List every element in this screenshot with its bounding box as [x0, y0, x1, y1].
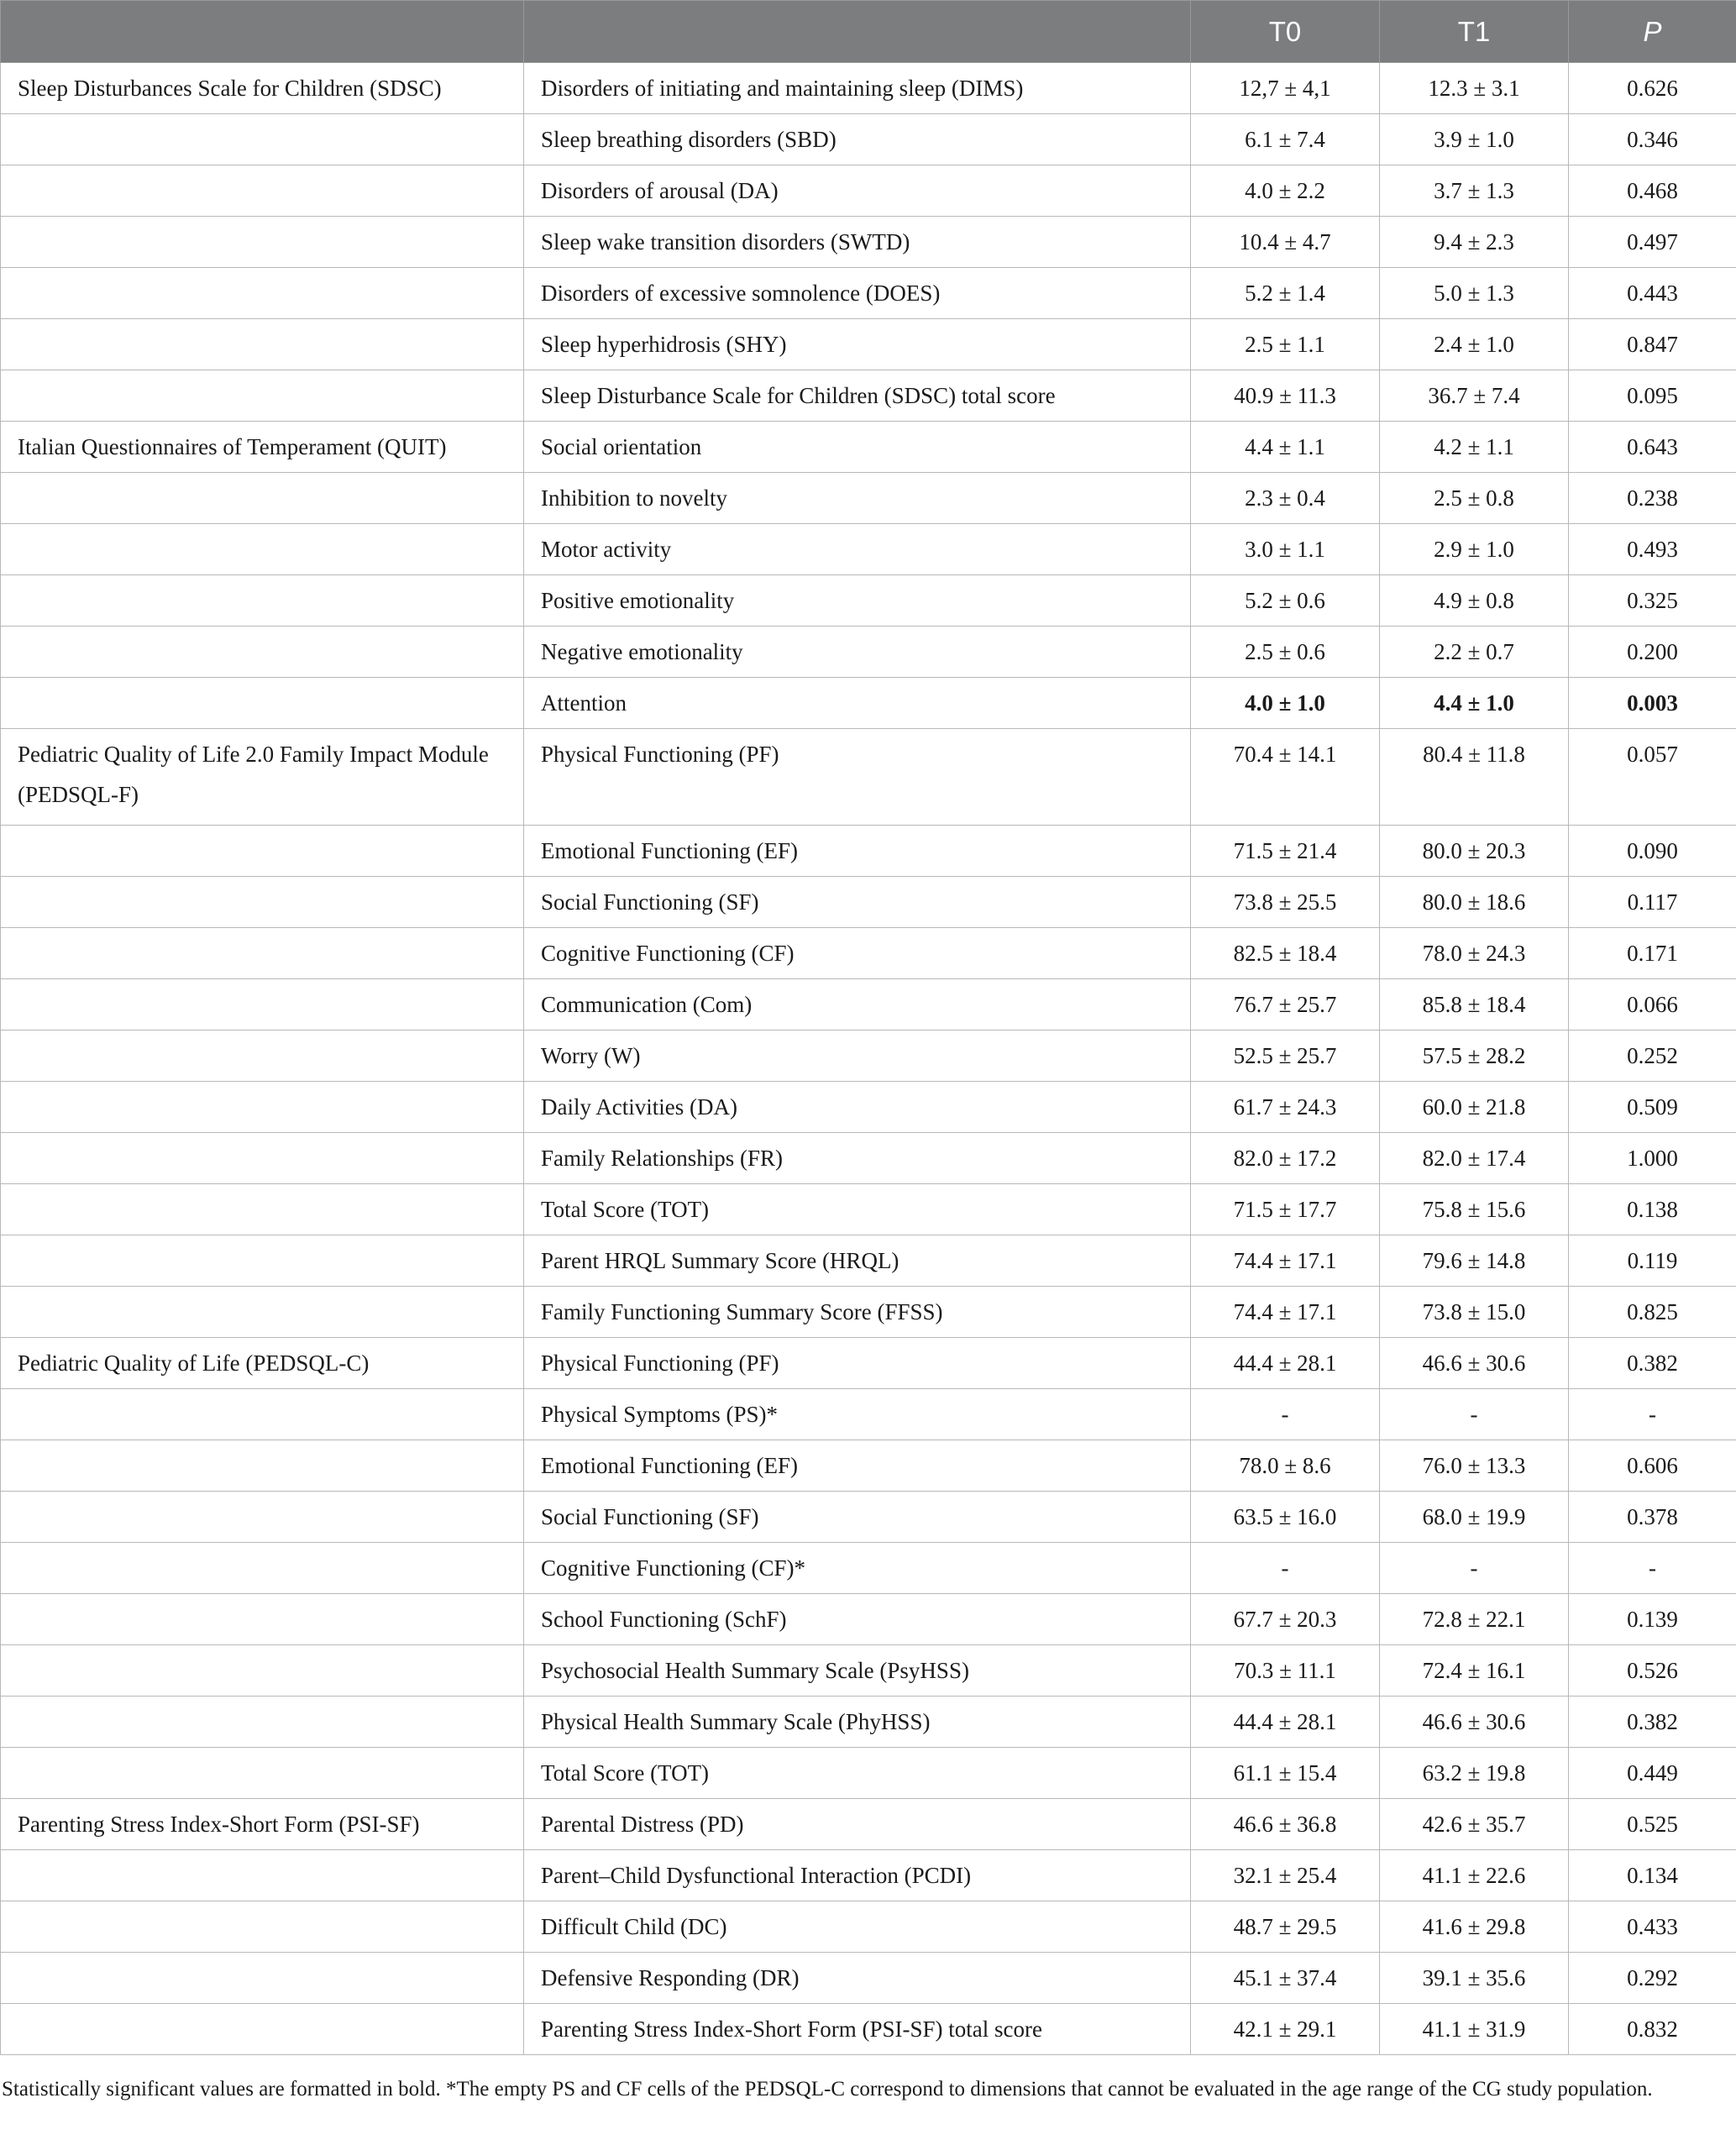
t1-value-cell: 57.5 ± 28.2	[1380, 1031, 1569, 1082]
t0-value-cell: 5.2 ± 1.4	[1191, 268, 1380, 319]
dimension-cell: Total Score (TOT)	[524, 1184, 1191, 1235]
scale-name-cell	[1, 1133, 524, 1184]
p-value-cell: 0.346	[1569, 114, 1736, 165]
t1-value-cell: 42.6 ± 35.7	[1380, 1799, 1569, 1850]
table-row	[1, 575, 1736, 627]
p-value-cell: 0.643	[1569, 422, 1736, 473]
dimension-cell: Attention	[524, 678, 1191, 729]
t1-value-cell: 2.5 ± 0.8	[1380, 473, 1569, 524]
table-row	[1, 2004, 1736, 2055]
dimension-cell: Physical Health Summary Scale (PhyHSS)	[524, 1697, 1191, 1748]
table-row	[1, 1082, 1736, 1133]
p-value-cell: 0.433	[1569, 1901, 1736, 1953]
header-p: P	[1569, 1, 1736, 63]
t0-value-cell: 4.0 ± 1.0	[1191, 678, 1380, 729]
dimension-cell: Social Functioning (SF)	[524, 877, 1191, 928]
scale-name-cell	[1, 1645, 524, 1697]
table-row	[1, 217, 1736, 268]
t1-value-cell: 39.1 ± 35.6	[1380, 1953, 1569, 2004]
p-value-cell: 0.325	[1569, 575, 1736, 627]
table-row	[1, 1031, 1736, 1082]
scale-name-cell	[1, 319, 524, 370]
table-footnote: Statistically significant values are formatted in bold. *The empty PS and CF cells of the PEDSQL-C correspond to dimensions that cannot be evaluated in the age range of the CG study population.	[2, 2078, 1653, 2100]
t0-value-cell: 44.4 ± 28.1	[1191, 1338, 1380, 1389]
t1-value-cell: 41.1 ± 22.6	[1380, 1850, 1569, 1901]
p-value-cell: 0.825	[1569, 1287, 1736, 1338]
dimension-cell: Total Score (TOT)	[524, 1748, 1191, 1799]
t0-value-cell: 4.4 ± 1.1	[1191, 422, 1380, 473]
scale-name-cell	[1, 1594, 524, 1645]
scale-name-cell	[1, 524, 524, 575]
dimension-cell: Physical Functioning (PF)	[524, 729, 1191, 826]
scale-name-cell	[1, 1082, 524, 1133]
p-value-cell: 0.134	[1569, 1850, 1736, 1901]
t1-value-cell: 73.8 ± 15.0	[1380, 1287, 1569, 1338]
p-value-cell: 0.171	[1569, 928, 1736, 979]
t1-value-cell: 5.0 ± 1.3	[1380, 268, 1569, 319]
t0-value-cell: 74.4 ± 17.1	[1191, 1287, 1380, 1338]
table-row	[1, 165, 1736, 217]
p-value-cell: 0.526	[1569, 1645, 1736, 1697]
scale-name-cell: Pediatric Quality of Life (PEDSQL-C)	[1, 1338, 524, 1389]
t0-value-cell: 61.7 ± 24.3	[1191, 1082, 1380, 1133]
t1-value-cell: 46.6 ± 30.6	[1380, 1338, 1569, 1389]
p-value-cell: 0.382	[1569, 1697, 1736, 1748]
scale-name-cell: Italian Questionnaires of Temperament (QUIT)	[1, 422, 524, 473]
t0-value-cell: 10.4 ± 4.7	[1191, 217, 1380, 268]
p-value-cell: 0.200	[1569, 627, 1736, 678]
dimension-cell: Cognitive Functioning (CF)*	[524, 1543, 1191, 1594]
t1-value-cell: 41.1 ± 31.9	[1380, 2004, 1569, 2055]
dimension-cell: Family Relationships (FR)	[524, 1133, 1191, 1184]
scale-name-cell	[1, 165, 524, 217]
t1-value-cell: 80.0 ± 18.6	[1380, 877, 1569, 928]
t0-value-cell: 2.5 ± 0.6	[1191, 627, 1380, 678]
table-row	[1, 1133, 1736, 1184]
t1-value-cell: -	[1380, 1543, 1569, 1594]
dimension-cell: Physical Functioning (PF)	[524, 1338, 1191, 1389]
t0-value-cell: 44.4 ± 28.1	[1191, 1697, 1380, 1748]
table-row	[1, 826, 1736, 877]
dimension-cell: Social Functioning (SF)	[524, 1492, 1191, 1543]
dimension-cell: Disorders of excessive somnolence (DOES)	[524, 268, 1191, 319]
dimension-cell: Disorders of initiating and maintaining sleep (DIMS)	[524, 63, 1191, 114]
table-row	[1, 928, 1736, 979]
p-value-cell: 0.378	[1569, 1492, 1736, 1543]
p-value-cell: 0.449	[1569, 1748, 1736, 1799]
table-row	[1, 729, 1736, 826]
scale-name-cell	[1, 928, 524, 979]
p-value-cell: 0.606	[1569, 1440, 1736, 1492]
table-row	[1, 63, 1736, 114]
scale-name-cell	[1, 1748, 524, 1799]
dimension-cell: Difficult Child (DC)	[524, 1901, 1191, 1953]
table-row	[1, 524, 1736, 575]
dimension-cell: Social orientation	[524, 422, 1191, 473]
t0-value-cell: 48.7 ± 29.5	[1191, 1901, 1380, 1953]
t0-value-cell: 52.5 ± 25.7	[1191, 1031, 1380, 1082]
dimension-cell: Parental Distress (PD)	[524, 1799, 1191, 1850]
table-row	[1, 678, 1736, 729]
table-row	[1, 473, 1736, 524]
t1-value-cell: 78.0 ± 24.3	[1380, 928, 1569, 979]
table-row	[1, 114, 1736, 165]
scale-name-cell	[1, 1901, 524, 1953]
table-row	[1, 1850, 1736, 1901]
scale-name-cell	[1, 1492, 524, 1543]
t0-value-cell: 3.0 ± 1.1	[1191, 524, 1380, 575]
table-row	[1, 627, 1736, 678]
t0-value-cell: 82.5 ± 18.4	[1191, 928, 1380, 979]
table-row	[1, 1492, 1736, 1543]
p-value-cell: 0.003	[1569, 678, 1736, 729]
header-dimension	[524, 1, 1191, 63]
scale-name-cell	[1, 1543, 524, 1594]
scale-name-cell	[1, 2004, 524, 2055]
scale-name-cell: Sleep Disturbances Scale for Children (SDSC)	[1, 63, 524, 114]
t1-value-cell: 63.2 ± 19.8	[1380, 1748, 1569, 1799]
t1-value-cell: 82.0 ± 17.4	[1380, 1133, 1569, 1184]
scale-name-cell	[1, 1953, 524, 2004]
p-value-cell: 0.090	[1569, 826, 1736, 877]
dimension-cell: Positive emotionality	[524, 575, 1191, 627]
t0-value-cell: 71.5 ± 21.4	[1191, 826, 1380, 877]
t1-value-cell: 2.4 ± 1.0	[1380, 319, 1569, 370]
t1-value-cell: 60.0 ± 21.8	[1380, 1082, 1569, 1133]
p-value-cell: 0.138	[1569, 1184, 1736, 1235]
p-value-cell: 0.468	[1569, 165, 1736, 217]
table-row	[1, 1184, 1736, 1235]
t0-value-cell: 76.7 ± 25.7	[1191, 979, 1380, 1031]
t0-value-cell: -	[1191, 1389, 1380, 1440]
dimension-cell: Defensive Responding (DR)	[524, 1953, 1191, 2004]
p-value-cell: 0.139	[1569, 1594, 1736, 1645]
p-value-cell: 0.493	[1569, 524, 1736, 575]
dimension-cell: Motor activity	[524, 524, 1191, 575]
t1-value-cell: 76.0 ± 13.3	[1380, 1440, 1569, 1492]
p-value-cell: 0.832	[1569, 2004, 1736, 2055]
scale-name-cell	[1, 1031, 524, 1082]
t1-value-cell: 36.7 ± 7.4	[1380, 370, 1569, 422]
dimension-cell: Family Functioning Summary Score (FFSS)	[524, 1287, 1191, 1338]
t0-value-cell: 6.1 ± 7.4	[1191, 114, 1380, 165]
scale-name-cell	[1, 217, 524, 268]
scale-name-cell	[1, 1389, 524, 1440]
p-value-cell: 0.238	[1569, 473, 1736, 524]
table-row	[1, 1543, 1736, 1594]
table-row	[1, 370, 1736, 422]
scale-name-cell	[1, 627, 524, 678]
scale-name-cell	[1, 979, 524, 1031]
dimension-cell: Sleep breathing disorders (SBD)	[524, 114, 1191, 165]
t1-value-cell: 41.6 ± 29.8	[1380, 1901, 1569, 1953]
t1-value-cell: 12.3 ± 3.1	[1380, 63, 1569, 114]
p-value-cell: 0.497	[1569, 217, 1736, 268]
t1-value-cell: 3.9 ± 1.0	[1380, 114, 1569, 165]
table-row	[1, 1389, 1736, 1440]
t0-value-cell: 42.1 ± 29.1	[1191, 2004, 1380, 2055]
t1-value-cell: 3.7 ± 1.3	[1380, 165, 1569, 217]
t0-value-cell: 12,7 ± 4,1	[1191, 63, 1380, 114]
p-value-cell: 0.509	[1569, 1082, 1736, 1133]
scale-name-cell	[1, 268, 524, 319]
scale-name-cell: Parenting Stress Index-Short Form (PSI-SF)	[1, 1799, 524, 1850]
table-row	[1, 1901, 1736, 1953]
p-value-cell: -	[1569, 1389, 1736, 1440]
table-row	[1, 268, 1736, 319]
table-row	[1, 1953, 1736, 2004]
scale-name-cell	[1, 1287, 524, 1338]
dimension-cell: Sleep hyperhidrosis (SHY)	[524, 319, 1191, 370]
t1-value-cell: 2.2 ± 0.7	[1380, 627, 1569, 678]
scale-name-cell: Pediatric Quality of Life 2.0 Family Impact Module (PEDSQL-F)	[1, 729, 524, 826]
scale-name-cell	[1, 575, 524, 627]
p-value-cell: 0.119	[1569, 1235, 1736, 1287]
dimension-cell: Emotional Functioning (EF)	[524, 1440, 1191, 1492]
header-t0: T0	[1191, 1, 1380, 63]
scale-name-cell	[1, 1235, 524, 1287]
p-value-cell: 0.525	[1569, 1799, 1736, 1850]
dimension-cell: Parent HRQL Summary Score (HRQL)	[524, 1235, 1191, 1287]
header-scale	[1, 1, 524, 63]
t1-value-cell: 80.0 ± 20.3	[1380, 826, 1569, 877]
dimension-cell: Daily Activities (DA)	[524, 1082, 1191, 1133]
t0-value-cell: 67.7 ± 20.3	[1191, 1594, 1380, 1645]
t1-value-cell: 85.8 ± 18.4	[1380, 979, 1569, 1031]
dimension-cell: Cognitive Functioning (CF)	[524, 928, 1191, 979]
dimension-cell: Parent–Child Dysfunctional Interaction (PCDI)	[524, 1850, 1191, 1901]
t1-value-cell: 72.4 ± 16.1	[1380, 1645, 1569, 1697]
p-value-cell: 1.000	[1569, 1133, 1736, 1184]
scale-name-cell	[1, 114, 524, 165]
p-value-cell: 0.292	[1569, 1953, 1736, 2004]
dimension-cell: Inhibition to novelty	[524, 473, 1191, 524]
table-row	[1, 1440, 1736, 1492]
t1-value-cell: 4.4 ± 1.0	[1380, 678, 1569, 729]
p-value-cell: 0.252	[1569, 1031, 1736, 1082]
table-row	[1, 319, 1736, 370]
table-row	[1, 979, 1736, 1031]
t0-value-cell: 82.0 ± 17.2	[1191, 1133, 1380, 1184]
t0-value-cell: 32.1 ± 25.4	[1191, 1850, 1380, 1901]
t1-value-cell: 9.4 ± 2.3	[1380, 217, 1569, 268]
t0-value-cell: 5.2 ± 0.6	[1191, 575, 1380, 627]
table-row	[1, 1287, 1736, 1338]
scale-name-cell	[1, 370, 524, 422]
t0-value-cell: 61.1 ± 15.4	[1191, 1748, 1380, 1799]
dimension-cell: Psychosocial Health Summary Scale (PsyHSS)	[524, 1645, 1191, 1697]
dimension-cell: School Functioning (SchF)	[524, 1594, 1191, 1645]
scale-name-cell	[1, 678, 524, 729]
dimension-cell: Disorders of arousal (DA)	[524, 165, 1191, 217]
p-value-cell: 0.057	[1569, 729, 1736, 826]
p-value-cell: 0.443	[1569, 268, 1736, 319]
t1-value-cell: 68.0 ± 19.9	[1380, 1492, 1569, 1543]
t1-value-cell: 4.2 ± 1.1	[1380, 422, 1569, 473]
p-value-cell: -	[1569, 1543, 1736, 1594]
t0-value-cell: 70.3 ± 11.1	[1191, 1645, 1380, 1697]
dimension-cell: Worry (W)	[524, 1031, 1191, 1082]
dimension-cell: Negative emotionality	[524, 627, 1191, 678]
table-row	[1, 1594, 1736, 1645]
t0-value-cell: 73.8 ± 25.5	[1191, 877, 1380, 928]
t0-value-cell: 63.5 ± 16.0	[1191, 1492, 1380, 1543]
dimension-cell: Parenting Stress Index-Short Form (PSI-SF) total score	[524, 2004, 1191, 2055]
p-value-cell: 0.626	[1569, 63, 1736, 114]
dimension-cell: Emotional Functioning (EF)	[524, 826, 1191, 877]
table-row	[1, 1697, 1736, 1748]
t0-value-cell: 40.9 ± 11.3	[1191, 370, 1380, 422]
t0-value-cell: 4.0 ± 2.2	[1191, 165, 1380, 217]
table-row	[1, 877, 1736, 928]
scale-name-cell	[1, 877, 524, 928]
p-value-cell: 0.117	[1569, 877, 1736, 928]
t0-value-cell: 46.6 ± 36.8	[1191, 1799, 1380, 1850]
t1-value-cell: 2.9 ± 1.0	[1380, 524, 1569, 575]
table-body	[1, 63, 1736, 2055]
t0-value-cell: 2.3 ± 0.4	[1191, 473, 1380, 524]
t1-value-cell: 80.4 ± 11.8	[1380, 729, 1569, 826]
t1-value-cell: -	[1380, 1389, 1569, 1440]
dimension-cell: Physical Symptoms (PS)*	[524, 1389, 1191, 1440]
t0-value-cell: -	[1191, 1543, 1380, 1594]
t0-value-cell: 2.5 ± 1.1	[1191, 319, 1380, 370]
p-value-cell: 0.066	[1569, 979, 1736, 1031]
table-row	[1, 1235, 1736, 1287]
scale-name-cell	[1, 1184, 524, 1235]
t0-value-cell: 74.4 ± 17.1	[1191, 1235, 1380, 1287]
scale-name-cell	[1, 1850, 524, 1901]
table-row	[1, 1338, 1736, 1389]
t0-value-cell: 71.5 ± 17.7	[1191, 1184, 1380, 1235]
table-row	[1, 422, 1736, 473]
p-value-cell: 0.382	[1569, 1338, 1736, 1389]
t0-value-cell: 45.1 ± 37.4	[1191, 1953, 1380, 2004]
table-row	[1, 1645, 1736, 1697]
scale-name-cell	[1, 826, 524, 877]
t1-value-cell: 79.6 ± 14.8	[1380, 1235, 1569, 1287]
dimension-cell: Sleep Disturbance Scale for Children (SDSC) total score	[524, 370, 1191, 422]
p-value-cell: 0.847	[1569, 319, 1736, 370]
header-row	[1, 1, 1736, 63]
header-t1: T1	[1380, 1, 1569, 63]
table-row	[1, 1748, 1736, 1799]
dimension-cell: Communication (Com)	[524, 979, 1191, 1031]
dimension-cell: Sleep wake transition disorders (SWTD)	[524, 217, 1191, 268]
t0-value-cell: 70.4 ± 14.1	[1191, 729, 1380, 826]
t0-value-cell: 78.0 ± 8.6	[1191, 1440, 1380, 1492]
p-value-cell: 0.095	[1569, 370, 1736, 422]
scale-name-cell	[1, 1697, 524, 1748]
t1-value-cell: 46.6 ± 30.6	[1380, 1697, 1569, 1748]
t1-value-cell: 4.9 ± 0.8	[1380, 575, 1569, 627]
t1-value-cell: 72.8 ± 22.1	[1380, 1594, 1569, 1645]
scale-name-cell	[1, 473, 524, 524]
table-row	[1, 1799, 1736, 1850]
t1-value-cell: 75.8 ± 15.6	[1380, 1184, 1569, 1235]
scale-name-cell	[1, 1440, 524, 1492]
